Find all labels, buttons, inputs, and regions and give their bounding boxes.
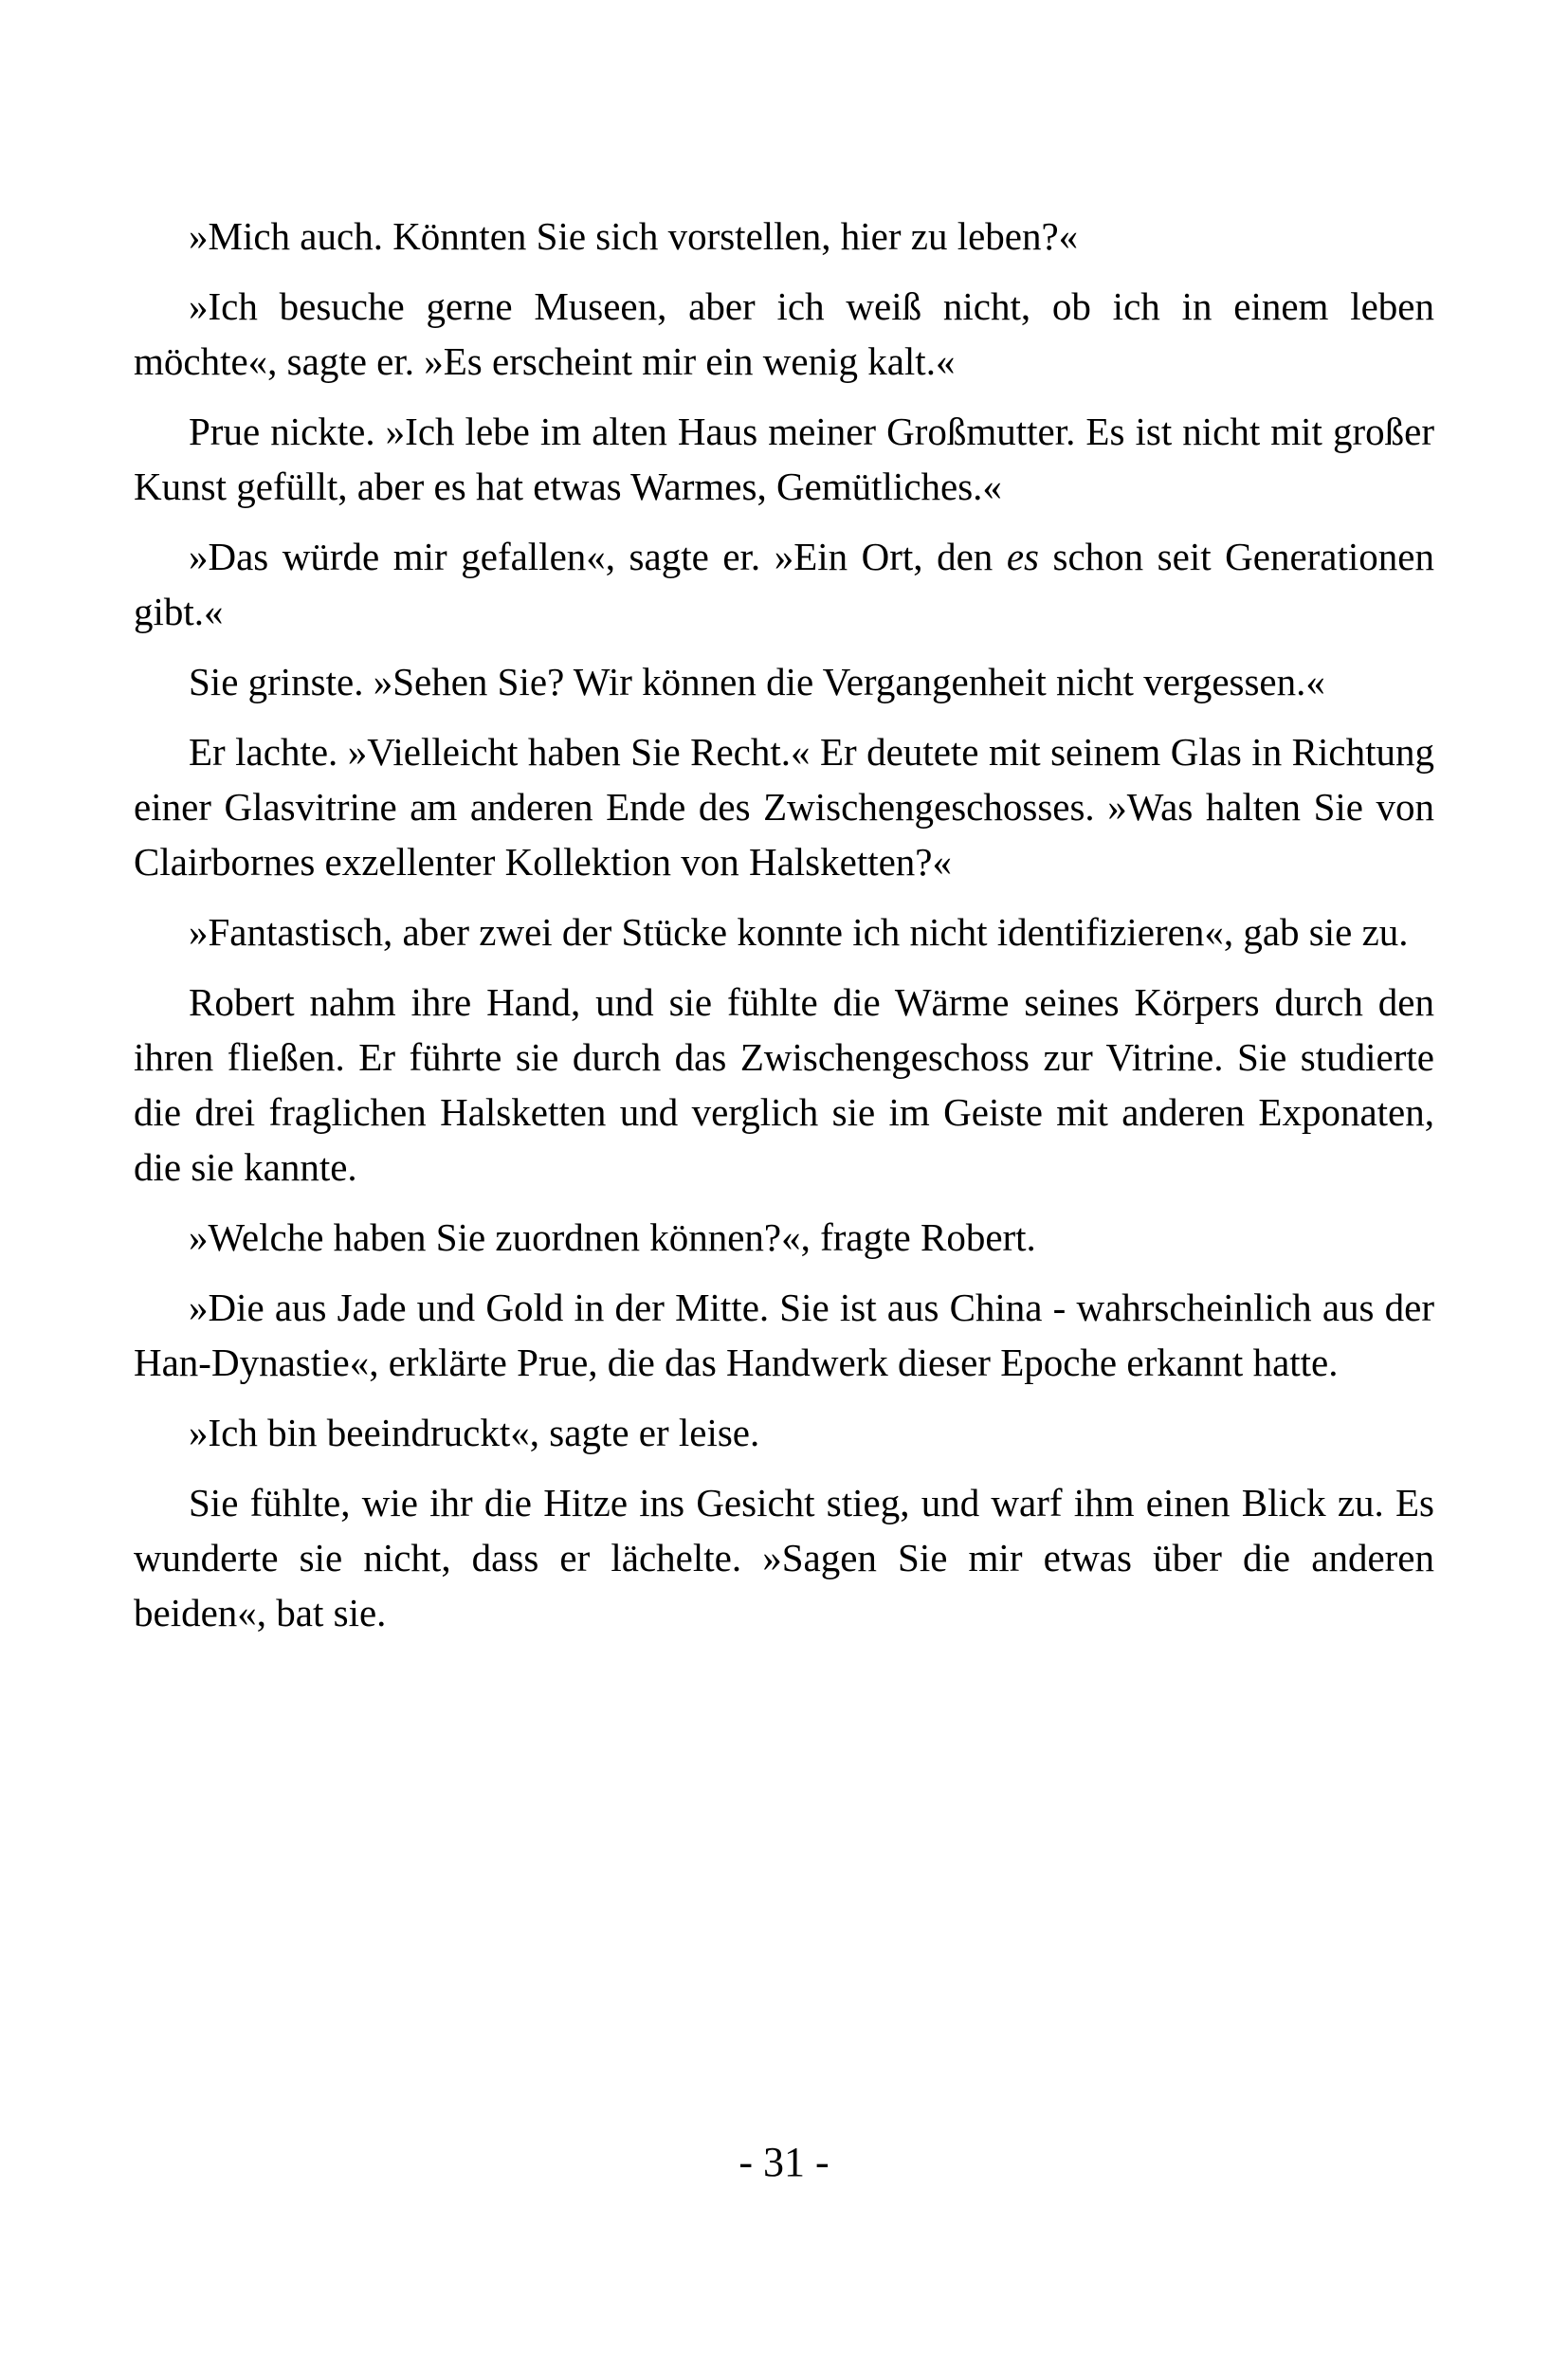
paragraph-8: Robert nahm ihre Hand, und sie fühlte die Wärme seines Körpers durch den ihren fließen. Er führte sie durch das Zwischengeschoss zur Vitrine. Sie studierte die drei fraglichen Halsketten und verglich sie im Geiste mit anderen Exponaten, die sie kannte.	[134, 980, 1434, 1189]
paragraph-2: »Ich besuche gerne Museen, aber ich weiß nicht, ob ich in einem leben möchte«, sagte er. »Es erscheint mir ein wenig kalt.«	[134, 284, 1434, 383]
paragraph-6: Er lachte. »Vielleicht haben Sie Recht.« Er deutete mit seinem Glas in Richtung einer Glasvitrine am anderen Ende des Zwischengeschosses. »Was halten Sie von Clairbornes exzellenter Kollektion von Halsketten?«	[134, 730, 1434, 884]
paragraph-12: Sie fühlte, wie ihr die Hitze ins Gesicht stieg, und warf ihm einen Blick zu. Es wunderte sie nicht, dass er lächelte. »Sagen Sie mir etwas über die anderen beiden«, bat sie.	[134, 1481, 1434, 1634]
paragraph-9: »Welche haben Sie zuordnen können?«, fragte Robert.	[189, 1215, 1036, 1259]
page-body	[134, 209, 1434, 1655]
paragraph-11: »Ich bin beeindruckt«, sagte er leise.	[189, 1411, 760, 1454]
paragraph-1: »Mich auch. Könnten Sie sich vorstellen, hier zu leben?«	[189, 214, 1079, 258]
paragraph-4-text-before: »Das würde mir gefallen«, sagte er. »Ein Ort, den	[189, 535, 1007, 578]
paragraph-5: Sie grinste. »Sehen Sie? Wir können die Vergangenheit nicht vergessen.«	[189, 660, 1325, 703]
paragraph-7: »Fantastisch, aber zwei der Stücke konnte ich nicht identifizieren«, gab sie zu.	[189, 910, 1409, 954]
paragraph-4-emphasis: es	[1006, 535, 1039, 578]
paragraph-4	[134, 529, 1434, 639]
paragraph-3: Prue nickte. »Ich lebe im alten Haus meiner Großmutter. Es ist nicht mit großer Kunst gefüllt, aber es hat etwas Warmes, Gemütliches.«	[134, 410, 1434, 508]
paragraph-4-text-after: schon seit Generationen gibt.«	[134, 535, 1434, 633]
page-number: - 31 -	[738, 2139, 830, 2185]
paragraph-10: »Die aus Jade und Gold in der Mitte. Sie ist aus China - wahrscheinlich aus der Han-Dynastie«, erklärte Prue, die das Handwerk dieser Epoche erkannt hatte.	[134, 1286, 1434, 1384]
